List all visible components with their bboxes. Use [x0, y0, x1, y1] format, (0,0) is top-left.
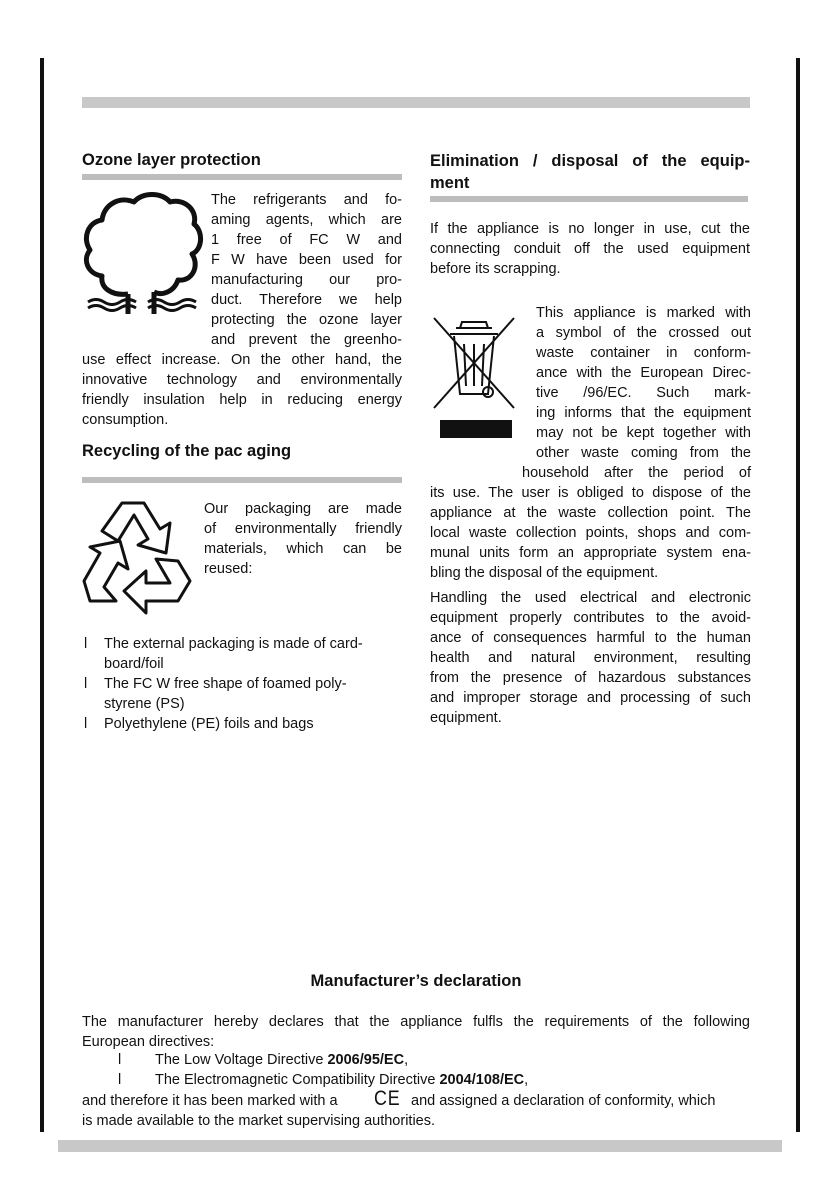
text-line: appliance at the waste collection point. The	[430, 505, 751, 521]
text-line: protecting the ozone layer	[211, 312, 402, 328]
text-line: duct. Therefore we help	[211, 292, 402, 308]
directive-suffix: ,	[524, 1072, 529, 1088]
text-line: ance with the European Direc-	[536, 365, 751, 381]
directive-code: 2004/108/EC	[439, 1072, 525, 1088]
list-item-continued: board/foil	[104, 656, 164, 672]
text-line: local waste collection points, shops and com-	[430, 525, 751, 541]
text-line: Handling the used electrical and electronic	[430, 590, 751, 606]
text-line: before its scrapping.	[430, 261, 561, 277]
heading-line: ment	[430, 174, 470, 192]
ozone-heading-rule	[82, 174, 402, 180]
list-item: The FC W free shape of foamed poly-	[104, 676, 347, 692]
closing-text-line2: is made available to the market supervising authorities.	[82, 1113, 436, 1129]
disposal-heading-rule	[430, 196, 748, 202]
bullet-marker: l	[118, 1052, 122, 1068]
bottom-footer-bar	[58, 1140, 782, 1152]
text-line: equipment properly contributes to the avoid-	[430, 610, 751, 626]
bullet-marker: l	[84, 676, 88, 692]
text-line: its use. The user is obliged to dispose of the	[430, 485, 751, 501]
weee-paragraph-tail	[430, 483, 751, 583]
crossed-bin-icon	[430, 314, 518, 440]
text-line: household after the period of	[522, 465, 751, 481]
text-line: reused:	[204, 561, 253, 577]
text-line: waste container in conform-	[536, 345, 751, 361]
declaration-intro	[82, 1012, 750, 1052]
directive-name: The Electromagnetic Compatibility Directive	[155, 1072, 440, 1088]
declaration-heading: Manufacturer’s declaration	[310, 972, 522, 990]
top-header-bar	[82, 97, 750, 108]
bullet-marker: l	[84, 716, 88, 732]
text-line: aming agents, which are	[211, 212, 402, 228]
weee-paragraph-line-household	[522, 463, 751, 483]
list-item-continued: styrene (PS)	[104, 696, 185, 712]
ozone-paragraph-tail	[82, 350, 402, 430]
text-line: Our packaging are made	[204, 501, 402, 517]
text-line: and improper storage and processing of such	[430, 690, 751, 706]
text-line: tive /96/EC. Such mark-	[536, 385, 751, 401]
directive-item	[155, 1050, 408, 1070]
ozone-heading: Ozone layer protection	[82, 151, 261, 169]
directive-suffix: ,	[404, 1052, 409, 1068]
recycling-heading-rule	[82, 477, 402, 483]
tree-icon	[82, 190, 204, 320]
text-line: connecting conduit off the used equipment	[430, 241, 750, 257]
disposal-heading	[430, 150, 750, 194]
handling-paragraph	[430, 588, 751, 728]
text-line: consumption.	[82, 412, 169, 428]
directive-item	[155, 1070, 528, 1090]
ce-mark-icon: CE	[374, 1087, 401, 1110]
text-line: materials, which can be	[204, 541, 402, 557]
text-line: manufacturing our pro-	[211, 272, 402, 288]
text-line: from the presence of hazardous substances	[430, 670, 751, 686]
right-border-line	[796, 58, 800, 1132]
text-line: and prevent the greenho-	[211, 332, 402, 348]
text-line: use effect increase. On the other hand, the	[82, 352, 402, 368]
heading-line: Elimination / disposal of the equip-	[430, 152, 750, 170]
text-line: ance of consequences harmful to the human	[430, 630, 751, 646]
text-line: equipment.	[430, 710, 502, 726]
left-border-line	[40, 58, 44, 1132]
directive-name: The Low Voltage Directive	[155, 1052, 328, 1068]
text-line: innovative technology and environmentally	[82, 372, 402, 388]
closing-text-after-mark: and assigned a declaration of conformity, which	[411, 1093, 716, 1109]
directive-code: 2006/95/EC	[327, 1052, 405, 1068]
text-line: friendly insulation help in reducing energy	[82, 392, 402, 408]
list-item: Polyethylene (PE) foils and bags	[104, 716, 314, 732]
text-line: The manufacturer hereby declares that the appliance fulfls the requirements of the following	[82, 1014, 750, 1030]
text-line: munal units form an appropriate system ena-	[430, 545, 751, 561]
text-line: a symbol of the crossed out	[536, 325, 751, 341]
text-line: This appliance is marked with	[536, 305, 751, 321]
closing-text-before-mark: and therefore it has been marked with a	[82, 1093, 338, 1109]
text-line: 1 free of FC W and	[211, 232, 402, 248]
list-item: The external packaging is made of card-	[104, 636, 363, 652]
text-line: of environmentally friendly	[204, 521, 402, 537]
text-line: If the appliance is no longer in use, cut the	[430, 221, 750, 237]
recycle-icon	[82, 495, 194, 615]
weee-paragraph-wrapped	[536, 303, 751, 463]
text-line: bling the disposal of the equipment.	[430, 565, 659, 581]
ozone-paragraph-wrapped	[211, 190, 402, 350]
text-line: health and natural environment, resulting	[430, 650, 751, 666]
text-line: The refrigerants and fo-	[211, 192, 402, 208]
text-line: other waste coming from the	[536, 445, 751, 461]
text-line: ing informs that the equipment	[536, 405, 751, 421]
bullet-marker: l	[118, 1072, 122, 1088]
disposal-intro	[430, 219, 750, 279]
text-line: European directives:	[82, 1034, 215, 1050]
bullet-marker: l	[84, 636, 88, 652]
recycling-paragraph	[204, 499, 402, 579]
text-line: may not be kept together with	[536, 425, 751, 441]
recycling-heading: Recycling of the pac aging	[82, 442, 292, 460]
text-line: F W have been used for	[211, 252, 402, 268]
